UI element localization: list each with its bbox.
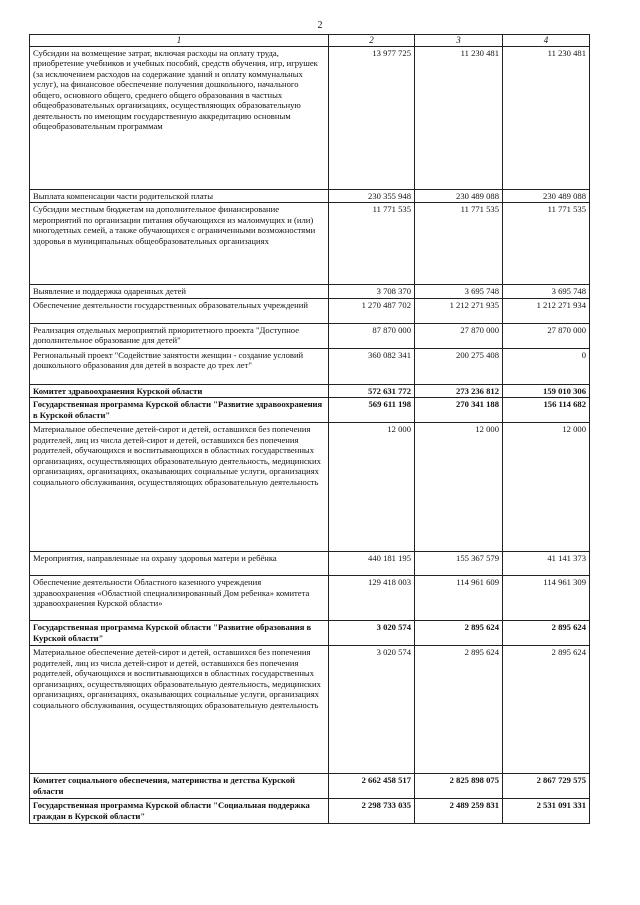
value-col-3: 273 236 812 [415,384,503,397]
value-col-3: 11 771 535 [415,203,503,285]
row-label: Мероприятия, направленные на охрану здоровья матери и ребёнка [30,552,329,576]
value-col-4: 2 531 091 331 [503,799,590,824]
table-row [30,576,590,621]
value-col-2: 360 082 341 [329,348,415,384]
value-col-3: 270 341 188 [415,398,503,423]
value-col-2: 129 418 003 [329,576,415,621]
table-row [30,189,590,202]
row-label: Государственная программа Курской области "Социальная поддержка граждан в Курской области" [30,799,329,824]
row-label: Государственная программа Курской области "Развитие образования в Курской области" [30,621,329,646]
value-col-4: 11 230 481 [503,46,590,189]
value-col-3: 11 230 481 [415,46,503,189]
table-row [30,384,590,397]
table-row [30,552,590,576]
table-row [30,285,590,298]
table-header-row [30,35,590,47]
value-col-4: 3 695 748 [503,285,590,298]
value-col-2: 3 708 370 [329,285,415,298]
row-label: Субсидии местным бюджетам на дополнительное финансирование мероприятий по организации питания обучающихся из малоимущих и (или) многодетных семей, а также обучающихся с ограниченными возможностями здоровья в муниципальных общеобразовательных организациях [30,203,329,285]
table-row [30,323,590,348]
table-row [30,774,590,799]
row-label: Комитет социального обеспечения, материнства и детства Курской области [30,774,329,799]
row-label: Выявление и поддержка одаренных детей [30,285,329,298]
table-row [30,799,590,824]
table-row [30,423,590,552]
row-label: Региональный проект "Содействие занятости женщин - создание условий дошкольного образования для детей в возрасте до трех лет" [30,348,329,384]
table-row [30,348,590,384]
value-col-4: 159 010 306 [503,384,590,397]
row-label: Обеспечение деятельности Областного казенного учреждения здравоохранения «Областной специализированный Дом ребенка» комитета здравоохранения Курской области» [30,576,329,621]
row-label: Обеспечение деятельности государственных образовательных учреждений [30,298,329,323]
value-col-2: 572 631 772 [329,384,415,397]
budget-table [29,34,590,824]
row-label: Материальное обеспечение детей-сирот и детей, оставшихся без попечения родителей, лиц из числа детей-сирот и детей, оставшихся без попечения родителей, обучающихся и воспитывающихся в областных государственных организациях, осуществляющих образовательную деятельность, медицинских организациях, организациях, оказывающих социальные услуги, организациях социального обслуживания, осуществляющих образовательную деятельность [30,423,329,552]
value-col-3: 230 489 088 [415,189,503,202]
header-col-3: 3 [415,35,503,47]
value-col-2: 440 181 195 [329,552,415,576]
value-col-4: 114 961 309 [503,576,590,621]
table-row [30,46,590,189]
value-col-3: 2 895 624 [415,621,503,646]
table-row [30,298,590,323]
header-col-2: 2 [329,35,415,47]
value-col-2: 2 298 733 035 [329,799,415,824]
value-col-3: 2 825 898 075 [415,774,503,799]
row-label: Комитет здравоохранения Курской области [30,384,329,397]
table-row [30,203,590,285]
table-row [30,398,590,423]
page-number: 2 [317,20,323,31]
value-col-2: 230 355 948 [329,189,415,202]
row-label: Выплата компенсации части родительской платы [30,189,329,202]
value-col-2: 2 662 458 517 [329,774,415,799]
value-col-3: 3 695 748 [415,285,503,298]
value-col-4: 230 489 088 [503,189,590,202]
header-col-1: 1 [30,35,329,47]
value-col-4: 156 114 682 [503,398,590,423]
value-col-4: 2 895 624 [503,646,590,774]
value-col-3: 2 489 259 831 [415,799,503,824]
value-col-3: 1 212 271 935 [415,298,503,323]
value-col-2: 3 020 574 [329,646,415,774]
row-label: Реализация отдельных мероприятий приоритетного проекта "Доступное дополнительное образование для детей" [30,323,329,348]
value-col-4: 0 [503,348,590,384]
value-col-2: 569 611 198 [329,398,415,423]
value-col-4: 11 771 535 [503,203,590,285]
row-label: Государственная программа Курской области "Развитие здравоохранения в Курской области" [30,398,329,423]
table-row [30,621,590,646]
value-col-4: 2 867 729 575 [503,774,590,799]
value-col-2: 12 000 [329,423,415,552]
header-col-4: 4 [503,35,590,47]
row-label: Материальное обеспечение детей-сирот и детей, оставшихся без попечения родителей, лиц из числа детей-сирот и детей, оставшихся без попечения родителей, обучающихся и воспитывающихся в областных государственных организациях, осуществляющих образовательную деятельность, медицинских организациях, организациях, оказывающих социальные услуги, организациях социального обслуживания, осуществляющих образовательную деятельность [30,646,329,774]
value-col-3: 200 275 408 [415,348,503,384]
value-col-2: 3 020 574 [329,621,415,646]
value-col-4: 27 870 000 [503,323,590,348]
value-col-4: 41 141 373 [503,552,590,576]
value-col-3: 155 367 579 [415,552,503,576]
value-col-2: 13 977 725 [329,46,415,189]
value-col-3: 27 870 000 [415,323,503,348]
value-col-4: 1 212 271 934 [503,298,590,323]
value-col-2: 87 870 000 [329,323,415,348]
value-col-3: 12 000 [415,423,503,552]
value-col-4: 2 895 624 [503,621,590,646]
value-col-4: 12 000 [503,423,590,552]
row-label: Субсидии на возмещение затрат, включая расходы на оплату труда, приобретение учебников и учебных пособий, средств обучения, игр, игрушек (за исключением расходов на содержание зданий и оплату коммунальных услуг), на финансовое обеспечение получения дошкольного, начального общего, основного общего, среднего общего образования в частных общеобразовательных организациях, осуществляющих образовательную деятельность по имеющим государственную аккредитацию основным общеобразовательным программам [30,46,329,189]
value-col-2: 1 270 487 702 [329,298,415,323]
value-col-3: 2 895 624 [415,646,503,774]
table-row [30,646,590,774]
value-col-3: 114 961 609 [415,576,503,621]
value-col-2: 11 771 535 [329,203,415,285]
